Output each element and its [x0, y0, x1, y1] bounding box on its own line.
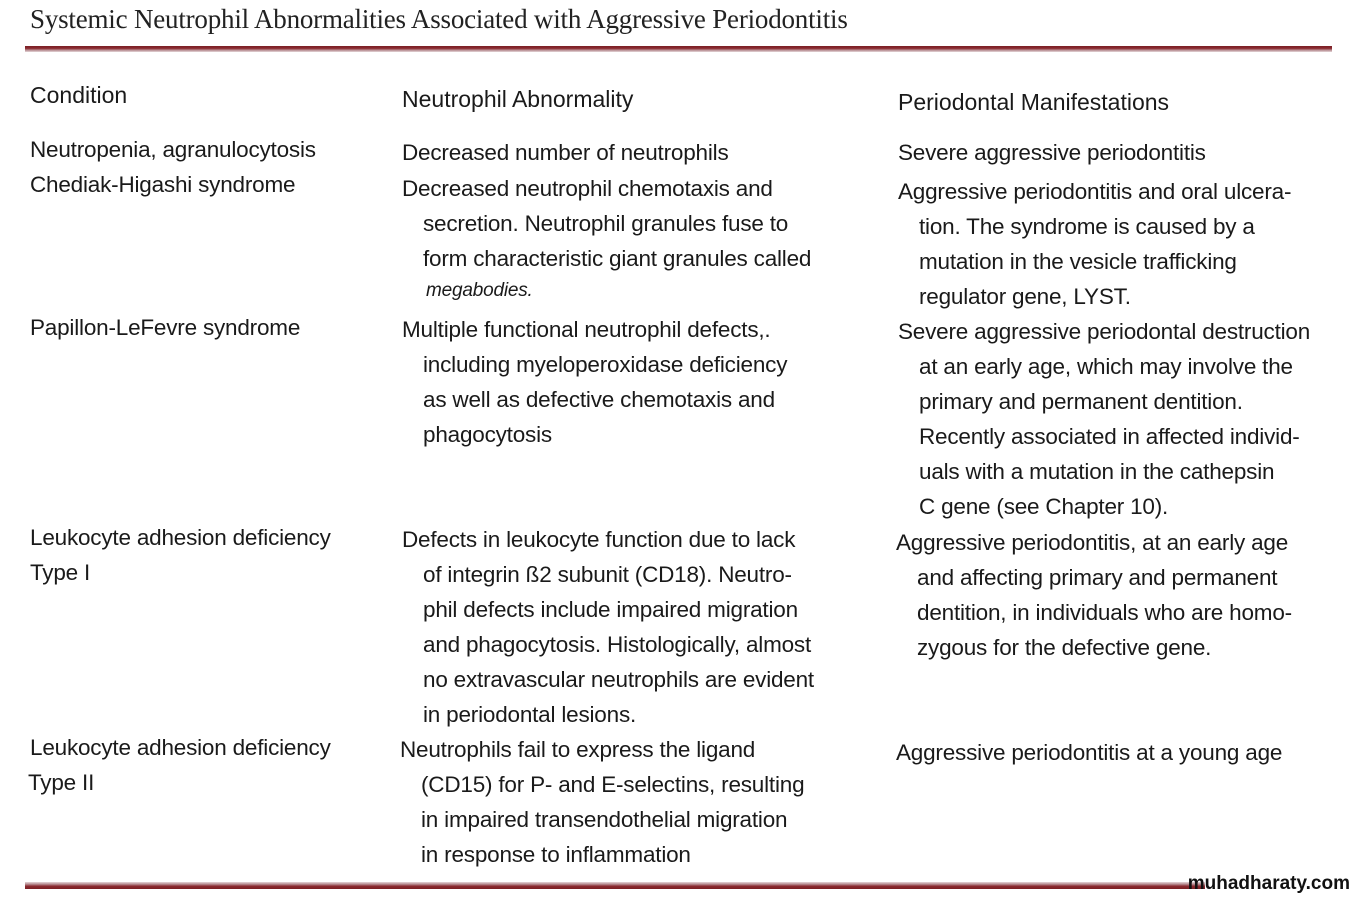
row3-abnormality-line: as well as defective chemotaxis and [423, 387, 775, 412]
row1-abnormality [402, 135, 729, 170]
row4-condition [30, 520, 331, 590]
row2-manifestations-line: tion. The syndrome is caused by a [919, 214, 1255, 239]
row2-manifestations-line: Aggressive periodontitis and oral ulcera- [898, 179, 1292, 204]
row5-condition-line: Leukocyte adhesion deficiency [30, 735, 331, 760]
row3-abnormality-line: including myeloperoxidase deficiency [423, 352, 788, 377]
table-title: Systemic Neutrophil Abnormalities Associated with Aggressive Periodontitis [30, 4, 848, 34]
row5-manifestations [896, 735, 1282, 770]
row4-manifestations-line: zygous for the defective gene. [917, 635, 1212, 660]
row5-abnormality-line: (CD15) for P- and E-selectins, resulting [421, 772, 805, 797]
row5-abnormality [400, 732, 804, 872]
row2-manifestations-line: regulator gene, LYST. [919, 284, 1131, 309]
row3-abnormality [402, 312, 787, 452]
row5-abnormality-line: Neutrophils fail to express the ligand [400, 737, 756, 762]
row1-manifestations [898, 135, 1206, 170]
row1-condition-line: Neutropenia, agranulocytosis [30, 137, 316, 162]
row4-manifestations-line: Aggressive periodontitis, at an early age [896, 530, 1289, 555]
top-divider [25, 46, 1332, 52]
row5-condition-line: Type II [28, 770, 95, 795]
row4-manifestations-line: dentition, in individuals who are homo- [917, 600, 1292, 625]
row3-manifestations-line: uals with a mutation in the cathepsin [919, 459, 1275, 484]
bottom-divider [25, 882, 1205, 889]
row2-abnormality-line-italic: megabodies. [426, 280, 533, 301]
header-neutrophil-abnormality: Neutrophil Abnormality [402, 86, 634, 112]
watermark-text: muhadharaty.com [1187, 873, 1350, 894]
row4-abnormality-line: phil defects include impaired migration [423, 597, 798, 622]
row4-abnormality [402, 522, 814, 732]
row2-abnormality-line: form characteristic giant granules called [423, 246, 812, 271]
row3-abnormality-line: Multiple functional neutrophil defects,. [402, 317, 771, 342]
row1-manifestations-line: Severe aggressive periodontitis [898, 140, 1206, 165]
row4-manifestations-line: and affecting primary and permanent [917, 565, 1278, 590]
row3-manifestations [898, 314, 1310, 524]
row4-condition-line: Leukocyte adhesion deficiency [30, 525, 331, 550]
row3-manifestations-line: Recently associated in affected individ- [919, 424, 1300, 449]
row5-abnormality-line: in impaired transendothelial migration [421, 807, 788, 832]
row5-abnormality-line: in response to inflammation [421, 842, 691, 867]
row3-condition-line: Papillon-LeFevre syndrome [30, 315, 301, 340]
row3-manifestations-line: C gene (see Chapter 10). [919, 494, 1169, 519]
row2-manifestations [898, 174, 1291, 314]
row3-manifestations-line: Severe aggressive periodontal destruction [898, 319, 1311, 344]
row4-abnormality-line: Defects in leukocyte function due to lack [402, 527, 796, 552]
row2-manifestations-line: mutation in the vesicle trafficking [919, 249, 1237, 274]
row1-abnormality-line: Decreased number of neutrophils [402, 140, 729, 165]
row2-abnormality-line: Decreased neutrophil chemotaxis and [402, 176, 773, 201]
row4-abnormality-line: in periodontal lesions. [423, 702, 637, 727]
row5-manifestations-line: Aggressive periodontitis at a young age [896, 740, 1283, 765]
row2-condition-line: Chediak-Higashi syndrome [30, 172, 296, 197]
row1-condition [30, 132, 316, 167]
row3-manifestations-line: primary and permanent dentition. [919, 389, 1243, 414]
row3-condition [30, 310, 300, 345]
row3-manifestations-line: at an early age, which may involve the [919, 354, 1293, 379]
header-periodontal-manifestations: Periodontal Manifestations [898, 89, 1170, 115]
row4-abnormality-line: of integrin ß2 subunit (CD18). Neutro- [423, 562, 792, 587]
row5-condition [30, 730, 331, 800]
row3-abnormality-line: phagocytosis [423, 422, 552, 447]
row2-condition [30, 167, 295, 202]
row2-abnormality-line: secretion. Neutrophil granules fuse to [423, 211, 789, 236]
header-condition: Condition [30, 82, 128, 108]
row4-condition-line: Type I [30, 560, 91, 585]
row2-abnormality [402, 171, 811, 306]
row4-manifestations [896, 525, 1292, 665]
row4-abnormality-line: and phagocytosis. Histologically, almost [423, 632, 812, 657]
row4-abnormality-line: no extravascular neutrophils are evident [423, 667, 814, 692]
